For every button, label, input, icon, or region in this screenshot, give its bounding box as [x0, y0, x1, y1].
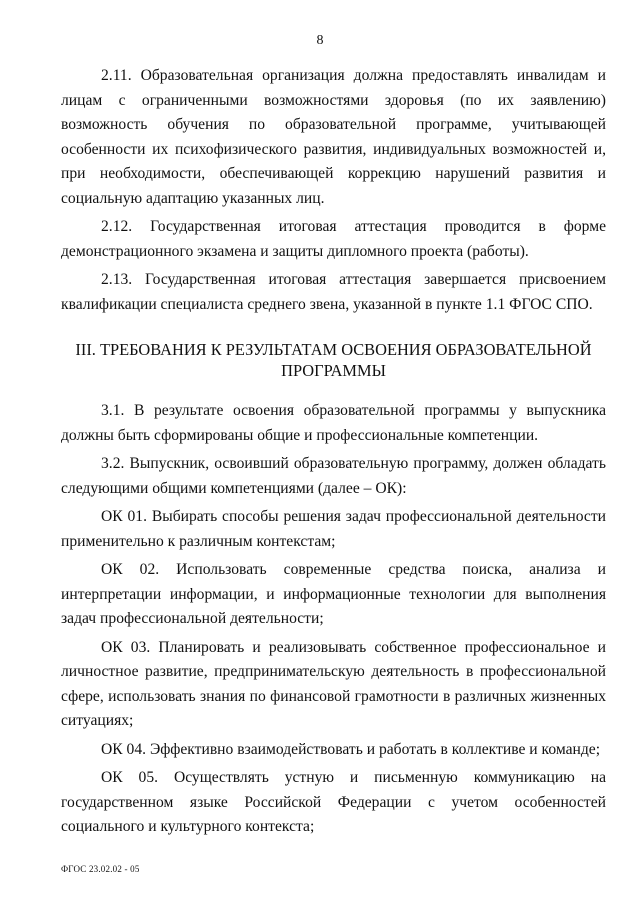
- paragraph-ok-02: ОК 02. Использовать современные средства поиска, анализа и интерпретации информации, и информационные технологии для выполнения задач профессиональной деятельности;: [61, 561, 606, 627]
- section-heading-line1: III. ТРЕБОВАНИЯ К РЕЗУЛЬТАТАМ ОСВОЕНИЯ ОБРАЗОВАТЕЛЬНОЙ: [75, 340, 592, 359]
- paragraph-3-2: 3.2. Выпускник, освоивший образовательную программу, должен обладать следующими общими компетенциями (далее – ОК):: [61, 455, 606, 497]
- document-body: [61, 64, 606, 844]
- paragraph-2-12: 2.12. Государственная итоговая аттестация проводится в форме демонстрационного экзамена и защиты дипломного проекта (работы).: [61, 218, 606, 260]
- footer-doc-code: ФГОС 23.02.02 - 05: [61, 864, 140, 874]
- paragraph-ok-03: ОК 03. Планировать и реализовывать собственное профессиональное и личностное развитие, предпринимательскую деятельность в профессиональной сфере, использовать знания по финансовой грамотности в различных жизненных ситуациях;: [61, 638, 606, 729]
- paragraph-ok-05: ОК 05. Осуществлять устную и письменную коммуникацию на государственном языке Российской Федерации с учетом особенностей социального и культурного контекста;: [61, 769, 606, 835]
- paragraph-2-11: 2.11. Образовательная организация должна предоставлять инвалидам и лицам с ограниченными возможностями здоровья (по их заявлению) возможность обучения по образовательной программе, учитывающей особенности их психофизического развития, индивидуальных возможностей и, при необходимости, обеспечивающей коррекцию нарушений развития и социальную адаптацию указанных лиц.: [61, 67, 606, 207]
- section-heading-line2: ПРОГРАММЫ: [281, 361, 386, 380]
- paragraph-3-1: 3.1. В результате освоения образовательной программы у выпускника должны быть сформированы общие и профессиональные компетенции.: [61, 402, 606, 444]
- page-number: 8: [316, 33, 324, 48]
- paragraph-ok-04: ОК 04. Эффективно взаимодействовать и работать в коллективе и команде;: [101, 740, 601, 758]
- paragraph-ok-01: ОК 01. Выбирать способы решения задач профессиональной деятельности применительно к различным контекстам;: [61, 508, 606, 550]
- paragraph-2-13: 2.13. Государственная итоговая аттестация завершается присвоением квалификации специалиста среднего звена, указанной в пункте 1.1 ФГОС СПО.: [61, 271, 606, 313]
- section-heading: [61, 339, 606, 381]
